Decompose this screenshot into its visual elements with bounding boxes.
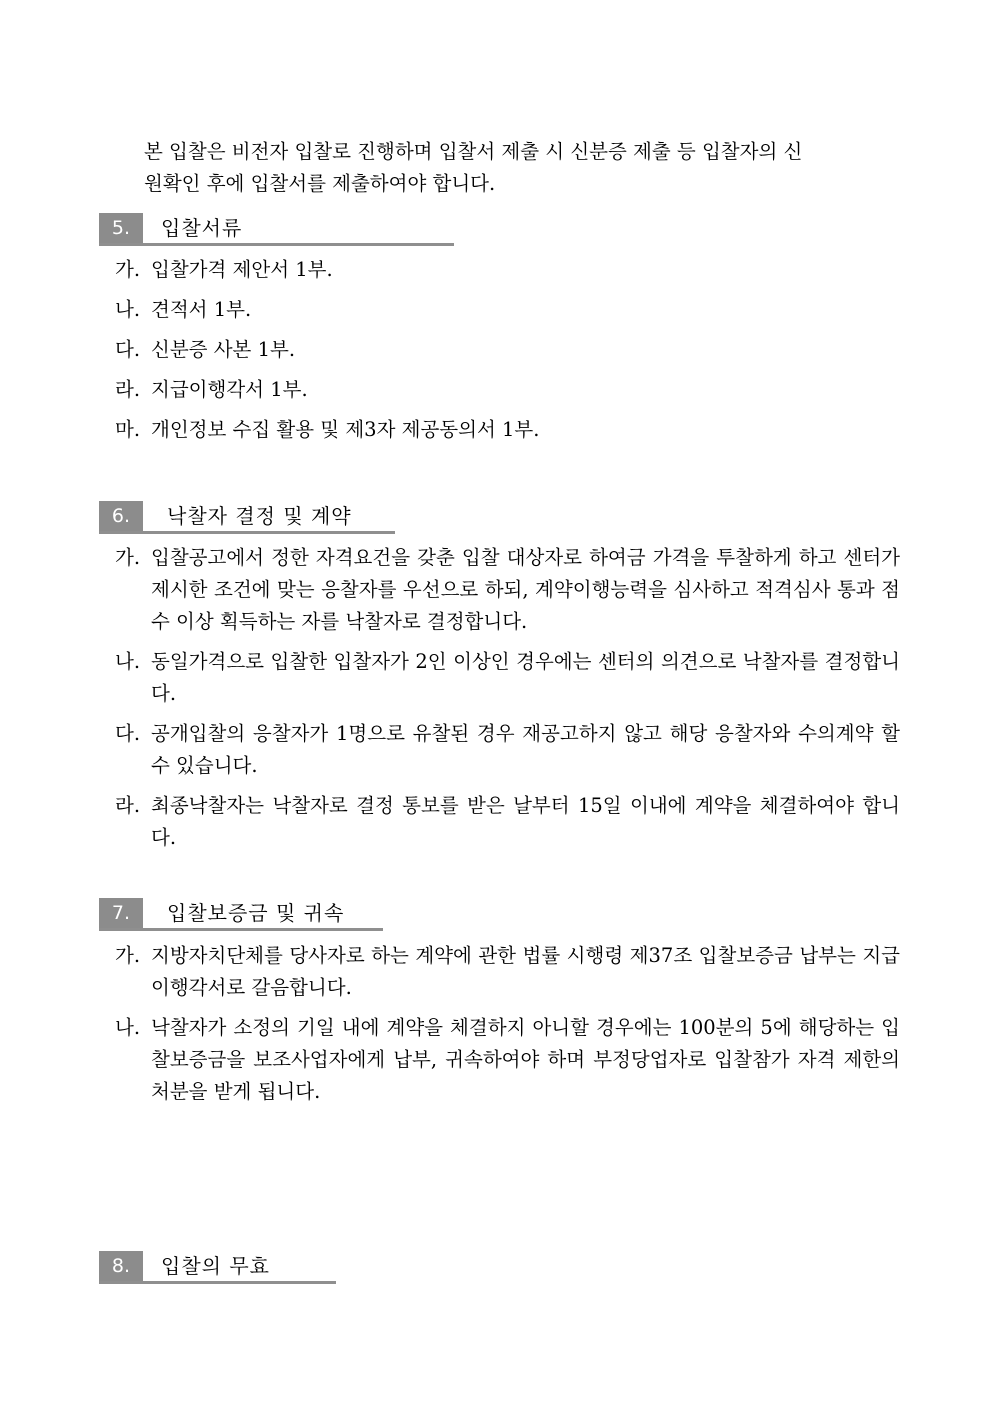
list-item [115, 334, 900, 366]
section-5-number: 5. [99, 213, 143, 243]
list-marker: 다. [115, 722, 141, 745]
list-item [115, 294, 900, 326]
list-marker: 가. [115, 944, 141, 967]
section-6-title: 낙찰자 결정 및 계약 [167, 504, 352, 528]
list-item [115, 718, 900, 782]
section-6-items [115, 542, 900, 854]
section-8-heading [99, 1251, 336, 1284]
list-item [115, 414, 900, 446]
section-7-number: 7. [99, 898, 143, 928]
list-marker: 다. [115, 338, 141, 361]
list-marker: 가. [115, 258, 141, 281]
intro-line-1: 본 입찰은 비전자 입찰로 진행하며 입찰서 제출 시 신분증 제출 등 입찰자의 신 [144, 140, 803, 163]
list-marker: 라. [115, 378, 141, 401]
list-item [115, 254, 900, 286]
section-8-title: 입찰의 무효 [161, 1254, 270, 1278]
list-text: 견적서 1부. [151, 298, 252, 321]
list-text: 최종낙찰자는 낙찰자로 결정 통보를 받은 날부터 15일 이내에 계약을 체결하여야 합니다. [151, 794, 900, 849]
list-text: 입찰가격 제안서 1부. [151, 258, 333, 281]
section-7-title: 입찰보증금 및 귀속 [167, 901, 345, 925]
intro-paragraph [144, 136, 900, 200]
section-7-items [115, 940, 900, 1108]
list-text: 공개입찰의 응찰자가 1명으로 유찰된 경우 재공고하지 않고 해당 응찰자와 수의계약 할 수 있습니다. [151, 722, 900, 777]
list-marker: 라. [115, 794, 141, 817]
section-5-items [115, 254, 900, 446]
list-item [115, 790, 900, 854]
list-text: 입찰공고에서 정한 자격요건을 갖춘 입찰 대상자로 하여금 가격을 투찰하게 하고 센터가 제시한 조건에 맞는 응찰자를 우선으로 하되, 계약이행능력을 심사하고 적격심사 통과 점수 이상 획득하는 자를 낙찰자로 결정합니다. [151, 546, 900, 633]
list-item [115, 940, 900, 1004]
list-item [115, 1012, 900, 1108]
list-text: 지방자치단체를 당사자로 하는 계약에 관한 법률 시행령 제37조 입찰보증금 납부는 지급이행각서로 갈음합니다. [151, 944, 900, 999]
list-text: 신분증 사본 1부. [151, 338, 296, 361]
section-5-title: 입찰서류 [161, 216, 243, 240]
section-6-number: 6. [99, 501, 143, 531]
section-6-heading [99, 501, 395, 534]
list-item [115, 542, 900, 638]
list-marker: 나. [115, 298, 141, 321]
intro-line-2: 원확인 후에 입찰서를 제출하여야 합니다. [144, 172, 496, 195]
list-text: 낙찰자가 소정의 기일 내에 계약을 체결하지 아니할 경우에는 100분의 5에 해당하는 입찰보증금을 보조사업자에게 납부, 귀속하여야 하며 부정당업자로 입찰참가 자격 제한의 처분을 받게 됩니다. [151, 1016, 900, 1103]
list-text: 개인정보 수집 활용 및 제3자 제공동의서 1부. [151, 418, 540, 441]
section-8-number: 8. [99, 1251, 143, 1281]
list-marker: 가. [115, 546, 141, 569]
section-5-heading [99, 213, 454, 246]
list-marker: 나. [115, 1016, 141, 1039]
list-marker: 나. [115, 650, 141, 673]
list-item [115, 646, 900, 710]
list-text: 동일가격으로 입찰한 입찰자가 2인 이상인 경우에는 센터의 의견으로 낙찰자를 결정합니다. [151, 650, 900, 705]
section-7-heading [99, 898, 383, 931]
list-marker: 마. [115, 418, 141, 441]
list-text: 지급이행각서 1부. [151, 378, 308, 401]
list-item [115, 374, 900, 406]
